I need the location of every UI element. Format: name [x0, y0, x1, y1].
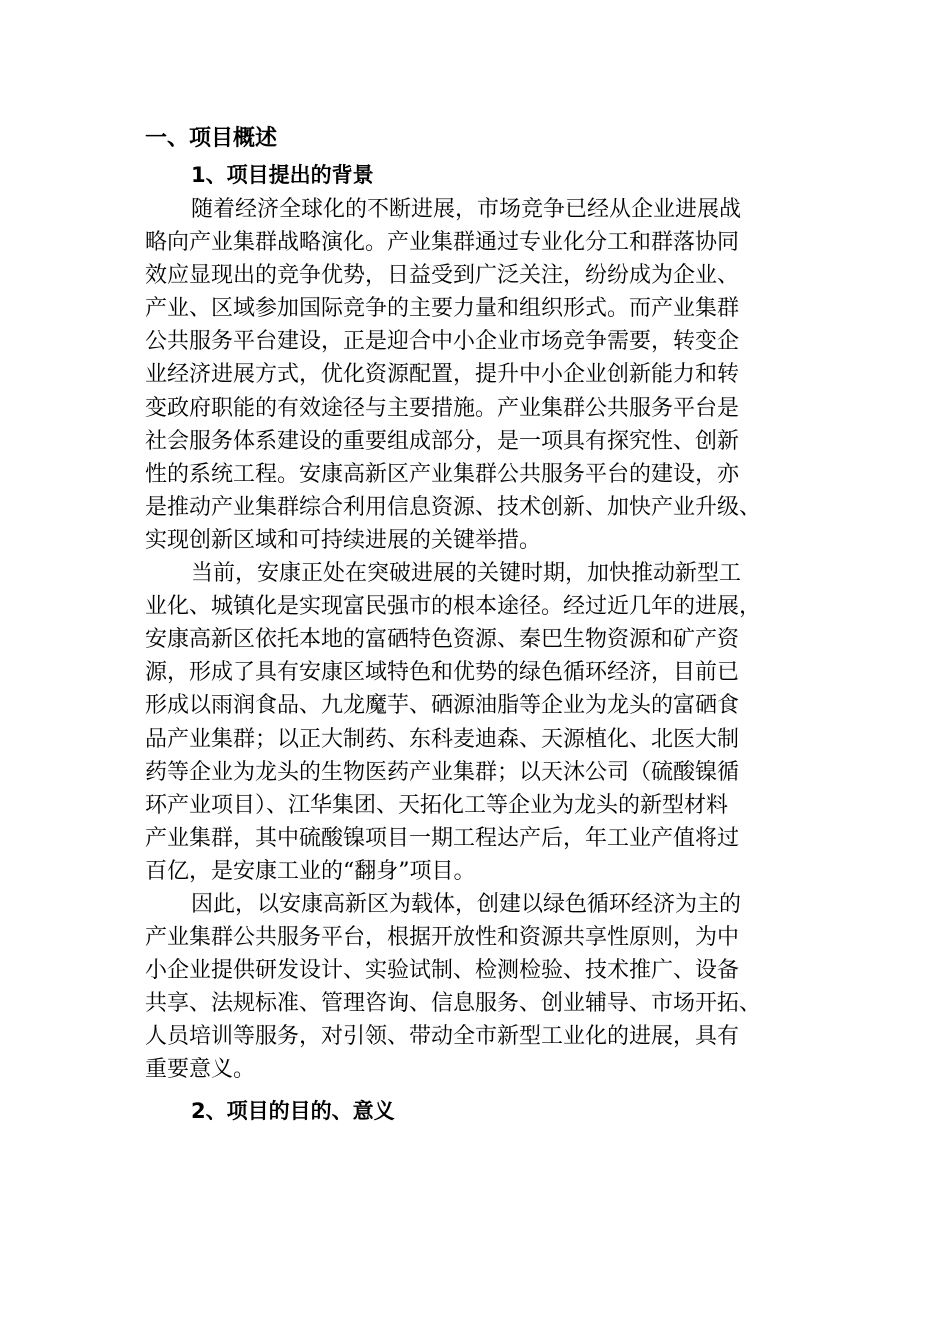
text-line: 是推动产业集群综合利用信息资源、技术创新、加快产业升级、 — [145, 494, 762, 520]
text-line: 变政府职能的有效途径与主要措施。产业集群公共服务平台是 — [145, 395, 740, 421]
text-line: 环产业项目）、江华集团、天拓化工等企业为龙头的新型材料 — [145, 792, 729, 818]
text-line: 共享、法规标准、管理咨询、信息服务、创业辅导、市场开拓、 — [145, 991, 762, 1017]
text-line: 因此，以安康高新区为载体，创建以绿色循环经济为主的 — [191, 891, 742, 917]
text-line: 略向产业集群战略演化。产业集群通过专业化分工和群落协同 — [145, 230, 740, 256]
text-line: 效应显现出的竞争优势，日益受到广泛关注，纷纷成为企业、 — [145, 263, 740, 289]
subsection-title-background: 1、项目提出的背景 — [191, 163, 374, 187]
text-line: 安康高新区依托本地的富硒特色资源、秦巴生物资源和矿产资 — [145, 627, 740, 653]
text-line: 当前，安康正处在突破进展的关键时期，加快推动新型工 — [191, 561, 742, 587]
document-body — [145, 121, 825, 1129]
text-line: 随着经济全球化的不断进展，市场竞争已经从企业进展战 — [191, 197, 742, 222]
paragraph-conclusion — [145, 888, 825, 1087]
text-line: 实现创新区域和可持续进展的关键举措。 — [145, 527, 542, 553]
text-line: 品产业集群；以正大制药、东科麦迪森、天源植化、北医大制 — [145, 726, 740, 752]
text-line: 产业、区域参加国际竞争的主要力量和组织形式。而产业集群 — [145, 296, 740, 322]
text-line: 产业集群，其中硫酸镍项目一期工程达产后，年工业产值将过 — [145, 825, 740, 851]
text-line: 人员培训等服务，对引领、带动全市新型工业化的进展，具有 — [145, 1024, 740, 1050]
subsection-title-purpose: 2、项目的目的、意义 — [191, 1098, 395, 1123]
text-line: 小企业提供研发设计、实验试制、检测检验、技术推广、设备 — [145, 958, 740, 984]
text-line: 性的系统工程。安康高新区产业集群公共服务平台的建设，亦 — [145, 461, 740, 487]
text-line: 百亿，是安康工业的“翻身”项目。 — [145, 858, 476, 884]
text-line: 形成以雨润食品、九龙魔芋、硒源油脂等企业为龙头的富硒食 — [145, 693, 740, 719]
text-line: 药等企业为龙头的生物医药产业集群；以天沐公司（硫酸镍循 — [145, 759, 740, 785]
text-line: 社会服务体系建设的重要组成部分，是一项具有探究性、创新 — [145, 428, 740, 454]
text-line: 公共服务平台建设，正是迎合中小企业市场竞争需要，转变企 — [145, 329, 740, 355]
paragraph-ankang-status — [145, 557, 825, 888]
text-line: 产业集群公共服务平台，根据开放性和资源共享性原则，为中 — [145, 925, 740, 951]
paragraph-background — [145, 193, 825, 557]
text-line: 业化、城镇化是实现富民强市的根本途径。经过近几年的进展， — [145, 594, 762, 620]
text-line: 重要意义。 — [145, 1057, 256, 1083]
text-line: 源，形成了具有安康区域特色和优势的绿色循环经济，目前已 — [145, 660, 740, 686]
text-line: 业经济进展方式，优化资源配置，提升中小企业创新能力和转 — [145, 362, 740, 388]
section-title: 一、项目概述 — [145, 126, 278, 151]
